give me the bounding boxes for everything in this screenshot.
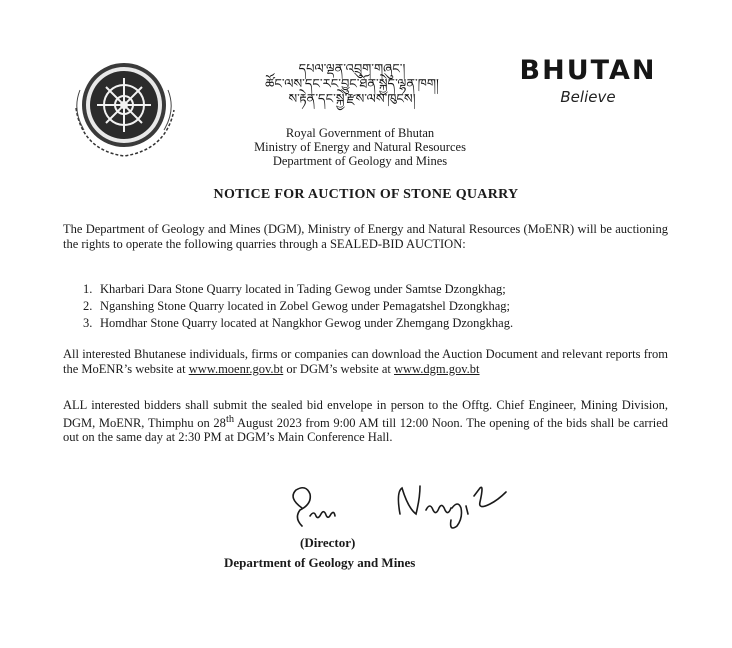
- brand-logo: [500, 56, 676, 106]
- download-paragraph: [63, 347, 668, 376]
- list-item-number: 2.: [83, 299, 93, 313]
- dzongkha-header: [232, 62, 472, 107]
- dgm-website-link[interactable]: www.dgm.gov.bt: [394, 361, 480, 376]
- date-ordinal-suffix: th: [225, 413, 235, 425]
- download-text: All interested Bhutanese individuals, firms or companies can download the Auction Document and relevant reports from the MoENR’s website at: [63, 347, 668, 376]
- dzongkha-line: ཚོང་ལས་དང་རང་བྱུང་ཐོན་སྐྱེད་ལྷན་ཁག།: [265, 77, 439, 92]
- ministry-name: Ministry of Energy and Natural Resources: [254, 140, 466, 154]
- brand-name: BHUTAN: [519, 55, 657, 86]
- government-header: [200, 126, 520, 168]
- list-item-text: Kharbari Dara Stone Quarry located in Tading Gewog under Samtse Dzongkhag;: [100, 282, 506, 296]
- brand-tagline: Believe: [560, 88, 616, 106]
- royal-emblem-icon: [62, 50, 198, 170]
- list-item-number: 3.: [83, 316, 93, 330]
- submission-paragraph: [63, 398, 668, 445]
- quarry-list: [63, 281, 663, 332]
- list-item-number: 1.: [83, 282, 93, 296]
- dzongkha-line: དཔལ་ལྡན་འབྲུག་གཞུང་།: [298, 62, 406, 77]
- download-text-middle: or DGM’s website at: [283, 361, 394, 376]
- list-item: [63, 315, 663, 332]
- list-item-text: Nganshing Stone Quarry located in Zobel Gewog under Pemagatshel Dzongkhag;: [100, 299, 510, 313]
- signatory-department: Department of Geology and Mines: [224, 555, 416, 570]
- submission-text-end: August 2023 from 9:00 AM till 12:00 Noon. The opening of the bids shall be carried out on the same day at 2:30 PM at DGM’s Main Conference Hall.: [63, 415, 668, 445]
- list-item-text: Homdhar Stone Quarry located at Nangkhor Gewog under Zhemgang Dzongkhag.: [100, 316, 514, 330]
- intro-paragraph: The Department of Geology and Mines (DGM), Ministry of Energy and Natural Resources (MoENR) will be auctioning the rights to operate the following quarries through a SEALED-BID AUCTION:: [63, 222, 668, 251]
- notice-title: NOTICE FOR AUCTION OF STONE QUARRY: [213, 187, 519, 202]
- department-name: Department of Geology and Mines: [272, 154, 448, 168]
- signature-icon: [280, 478, 540, 538]
- moenr-website-link[interactable]: www.moenr.gov.bt: [188, 361, 284, 376]
- signatory-title: (Director): [300, 535, 356, 550]
- government-name: Royal Government of Bhutan: [285, 126, 435, 140]
- list-item: [63, 298, 663, 315]
- list-item: [63, 281, 663, 298]
- dzongkha-line: ས་རྟེན་དང་སྐྱེ་རྫས་ལས་ཁུངས།: [288, 92, 416, 107]
- submission-text: ALL interested bidders shall submit the sealed bid envelope in person to the Offtg. Chief Engineer, Mining Division, DGM, MoENR, Thimphu on 28: [63, 398, 668, 430]
